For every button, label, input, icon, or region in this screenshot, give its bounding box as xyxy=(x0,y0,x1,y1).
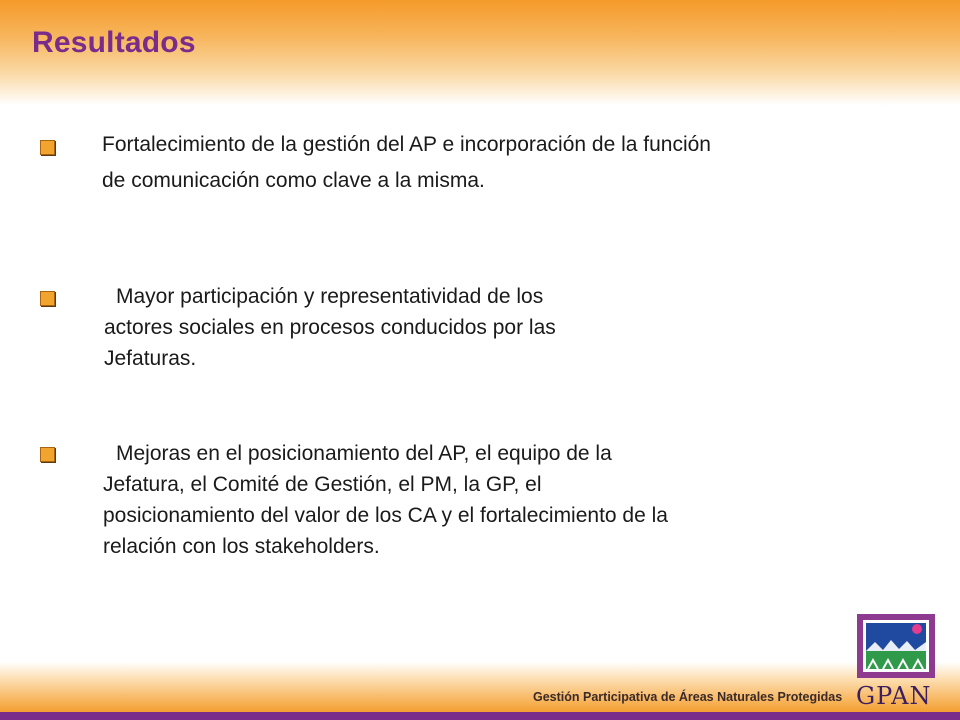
checkbox-square-icon xyxy=(40,140,55,155)
footer-band xyxy=(0,662,960,714)
bullet-2 xyxy=(104,283,556,373)
bullet-2-line-2: actores sociales en procesos conducidos por las xyxy=(104,316,556,339)
bullet-3-line-4: relación con los stakeholders. xyxy=(103,535,380,558)
bullet-3-line-1: Mejoras en el posicionamiento del AP, el equipo de la xyxy=(116,442,612,465)
slide-title: Resultados xyxy=(32,26,196,59)
bullet-3-line-3: posicionamiento del valor de los CA y el fortalecimiento de la xyxy=(103,504,668,527)
bullet-3-line-2: Jefatura, el Comité de Gestión, el PM, la GP, el xyxy=(103,473,542,496)
bullet-2-line-3: Jefaturas. xyxy=(104,347,197,370)
checkbox-square-icon xyxy=(40,291,55,306)
logo-text: GPAN xyxy=(856,682,932,710)
bullet-1 xyxy=(102,131,711,195)
footer-strip xyxy=(0,712,960,720)
bullet-1-line-1: Fortalecimiento de la gestión del AP e incorporación de la función xyxy=(102,133,711,156)
bullet-3 xyxy=(103,440,668,561)
bullet-1-line-2: de comunicación como clave a la misma. xyxy=(102,169,485,192)
footer-text: Gestión Participativa de Áreas Naturales Protegidas xyxy=(533,690,843,704)
checkbox-square-icon xyxy=(40,447,55,462)
bullet-2-line-1: Mayor participación y representatividad de los xyxy=(116,285,544,308)
